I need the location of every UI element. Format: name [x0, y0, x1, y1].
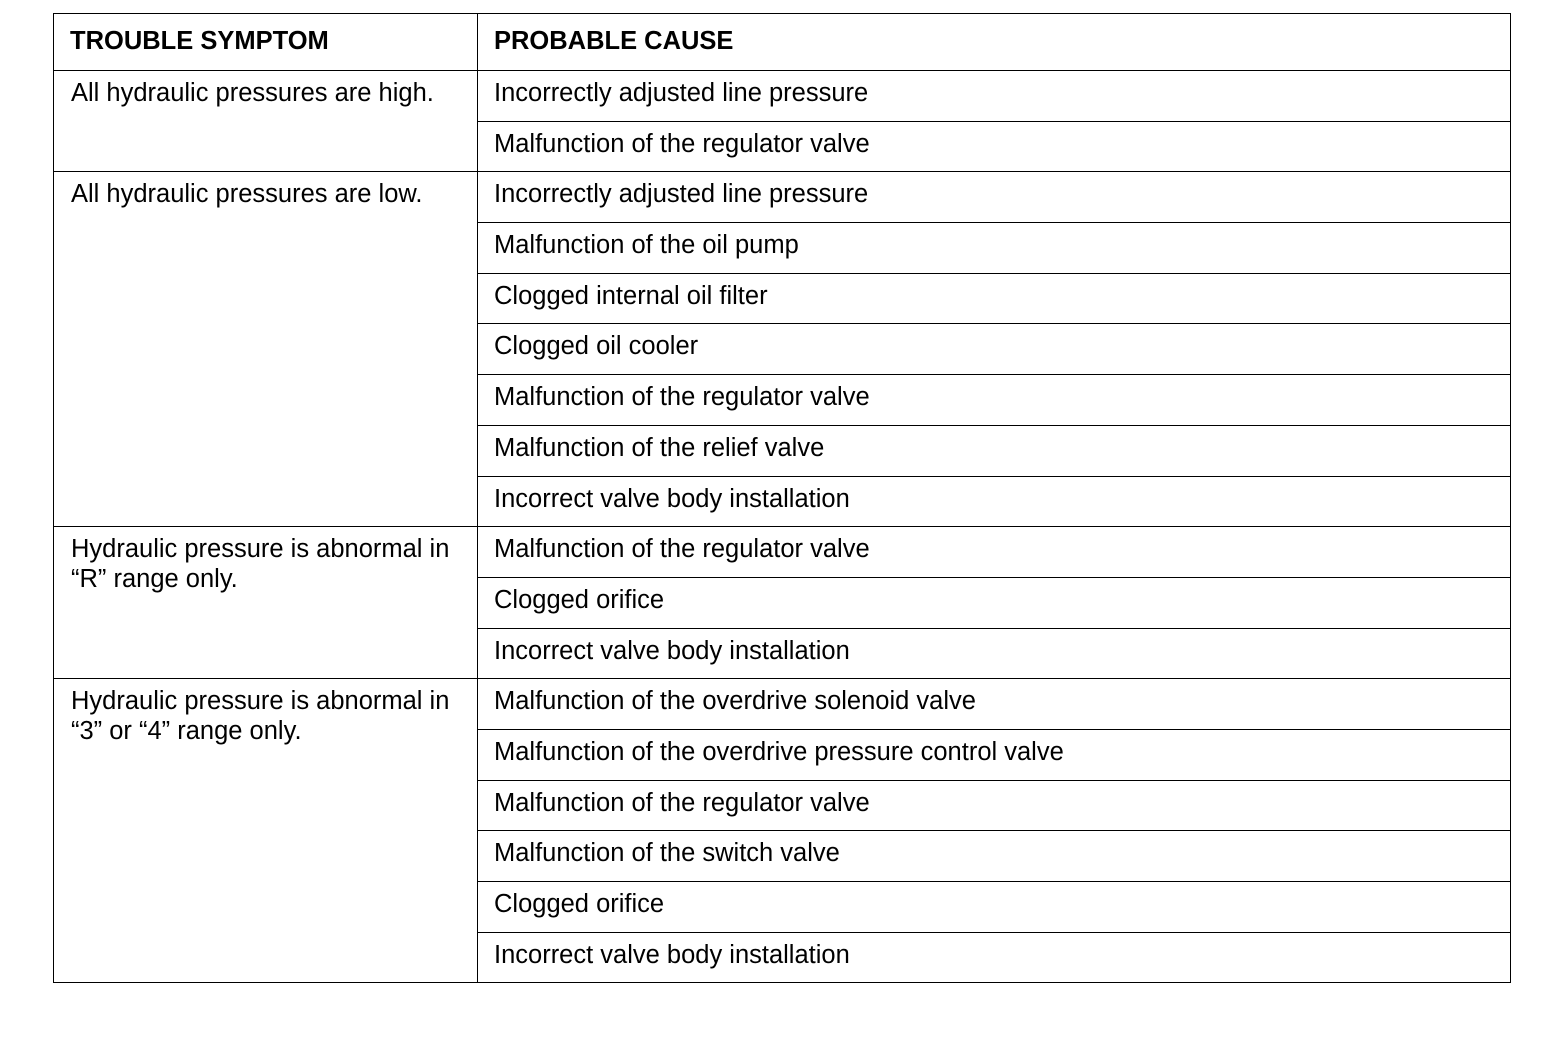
- header-row: [54, 14, 1511, 71]
- probable-cause-cell: Incorrect valve body installation: [478, 932, 1511, 983]
- troubleshooting-table: [53, 13, 1511, 983]
- probable-cause-cell: Malfunction of the regulator valve: [478, 527, 1511, 578]
- trouble-symptom-cell: All hydraulic pressures are high.: [54, 71, 478, 172]
- probable-cause-cell: Malfunction of the regulator valve: [478, 121, 1511, 172]
- probable-cause-cell: Incorrectly adjusted line pressure: [478, 71, 1511, 122]
- header-trouble-symptom: TROUBLE SYMPTOM: [54, 14, 478, 71]
- table-row: [54, 172, 1511, 223]
- table-body: [54, 71, 1511, 983]
- trouble-symptom-cell: Hydraulic pressure is abnormal in “R” range only.: [54, 527, 478, 679]
- table-header: [54, 14, 1511, 71]
- trouble-symptom-cell: Hydraulic pressure is abnormal in “3” or “4” range only.: [54, 679, 478, 983]
- probable-cause-cell: Malfunction of the oil pump: [478, 223, 1511, 274]
- trouble-symptom-cell: All hydraulic pressures are low.: [54, 172, 478, 527]
- probable-cause-cell: Malfunction of the overdrive pressure control valve: [478, 729, 1511, 780]
- probable-cause-cell: Incorrectly adjusted line pressure: [478, 172, 1511, 223]
- probable-cause-cell: Malfunction of the regulator valve: [478, 780, 1511, 831]
- probable-cause-cell: Malfunction of the switch valve: [478, 831, 1511, 882]
- table-row: [54, 679, 1511, 730]
- table-row: [54, 71, 1511, 122]
- probable-cause-cell: Clogged orifice: [478, 577, 1511, 628]
- probable-cause-cell: Malfunction of the relief valve: [478, 425, 1511, 476]
- probable-cause-cell: Malfunction of the regulator valve: [478, 375, 1511, 426]
- header-probable-cause: PROBABLE CAUSE: [478, 14, 1511, 71]
- probable-cause-cell: Clogged orifice: [478, 882, 1511, 933]
- probable-cause-cell: Incorrect valve body installation: [478, 628, 1511, 679]
- probable-cause-cell: Clogged internal oil filter: [478, 273, 1511, 324]
- table-row: [54, 527, 1511, 578]
- probable-cause-cell: Malfunction of the overdrive solenoid valve: [478, 679, 1511, 730]
- probable-cause-cell: Clogged oil cooler: [478, 324, 1511, 375]
- probable-cause-cell: Incorrect valve body installation: [478, 476, 1511, 527]
